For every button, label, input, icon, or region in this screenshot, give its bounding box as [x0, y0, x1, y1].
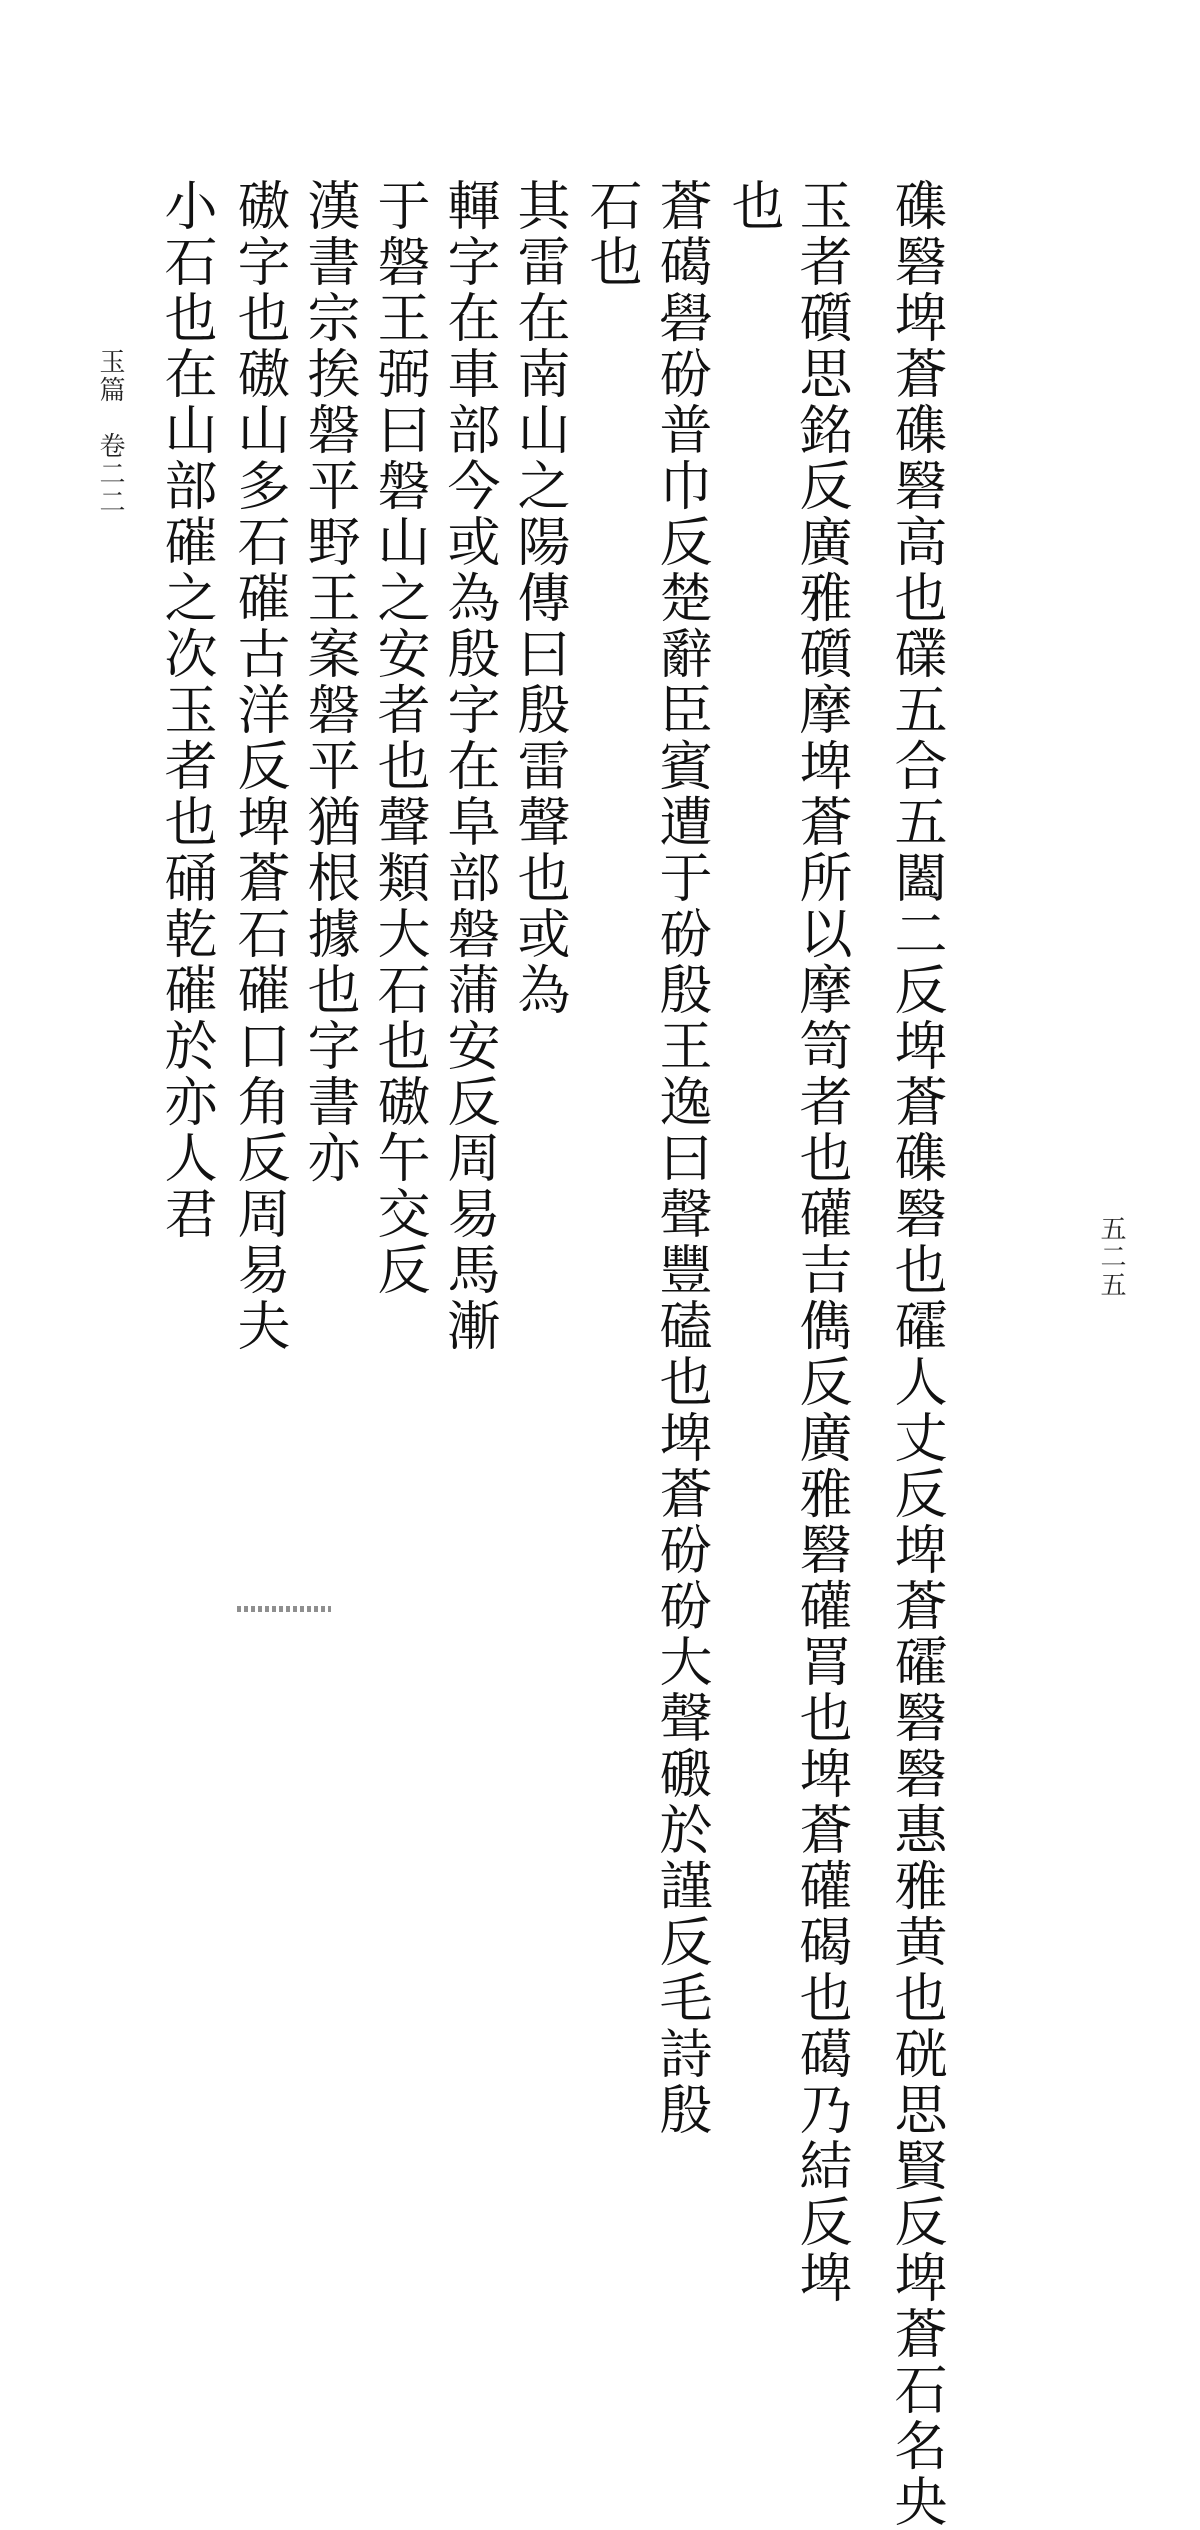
text-column-8: 于磐王弼曰磐山之安者也聲類大石也磝午交反	[369, 178, 430, 1298]
text-column-1: 磼䃜埤蒼磼䃜高也礏五合五闔二反埤蒼磼䃜也礭人丈反埤蒼礭䃜䃜惠雅黄也硄思賢反埤蒼石名央	[886, 178, 947, 2530]
text-column-6: 其雷在南山之陽傳曰殷雷聲也或為	[509, 178, 570, 1018]
scan-artifact	[237, 1606, 331, 1612]
text-column-5: 石也	[581, 178, 642, 290]
text-column-7: 䡣字在車部今或為殷字在阜部磐蒲安反周易馬漸	[439, 178, 500, 1354]
text-column-10: 磝字也磝山多石磪古洋反埤蒼石磪口角反周易夫	[229, 178, 290, 1354]
text-column-2: 玉者礩思銘反廣雅礩摩埤蒼所以摩笥者也礶吉儁反廣雅䃜礶罥也埤蒼礶碣也礍乃結反埤	[791, 178, 852, 2306]
text-column-3: 也	[723, 178, 784, 234]
book-title-margin: 玉篇 卷二二	[95, 348, 125, 516]
text-column-4: 蒼礍礐砏普巾反楚辭臣賓遭于砏殷王逸曰聲豐磕也埤蒼砏砏大聲磤於謹反毛詩殷	[651, 178, 712, 2138]
page-number: 五二五	[1096, 1215, 1126, 1299]
text-column-11: 小石也在山部磪之次玉者也硧乾磪於亦人君	[156, 178, 217, 1242]
text-column-9: 漢書宗挨磐平野王案磐平猶根據也字書亦	[299, 178, 360, 1186]
